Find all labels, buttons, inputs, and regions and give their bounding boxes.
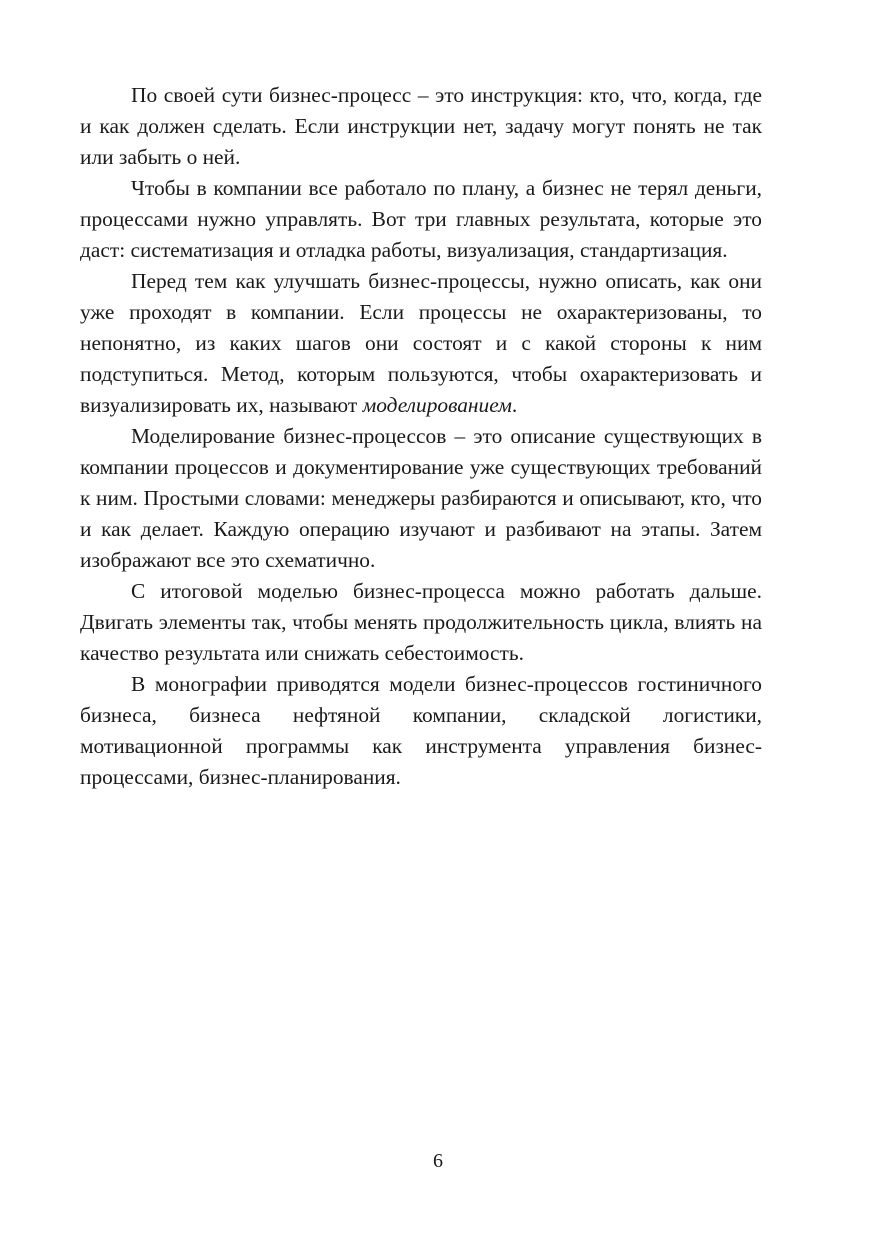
page-body (80, 80, 762, 793)
paragraph-3-text: Перед тем как улучшать бизнес-процессы, нужно описать, как они уже проходят в компании. Если процессы не охарактеризованы, то непонятно, из каких шагов они состоят и с какой стороны к ним подступиться. Метод, которым пользуются, чтобы охарактеризовать и визуализировать их, называют (80, 269, 762, 417)
paragraph-6: В монографии приводятся модели бизнес-процессов гостиничного бизнеса, бизнеса нефтяной компании, складской логистики, мотивационной программы как инструмента управления бизнес-процессами, бизнес-планирования. (80, 672, 762, 789)
emphasis-term: моделированием (362, 393, 512, 417)
paragraph-1: По своей сути бизнес-процесс – это инструкция: кто, что, когда, где и как должен сделать. Если инструкции нет, задачу могут понять не так или забыть о ней. (80, 83, 762, 169)
paragraph-5: С итоговой моделью бизнес-процесса можно работать дальше. Двигать элементы так, чтобы менять продолжительность цикла, влиять на качество результата или снижать себестоимость. (80, 579, 762, 665)
paragraph-4: Моделирование бизнес-процессов – это описание существующих в компании процессов и документирование уже существующих требований к ним. Простыми словами: менеджеры разбираются и описывают, кто, что и как делает. Каждую операцию изучают и разбивают на этапы. Затем изображают все это схематично. (80, 424, 762, 572)
paragraph-2: Чтобы в компании все работало по плану, а бизнес не терял деньги, процессами нужно управлять. Вот три главных результата, которые это даст: систематизация и отладка работы, визуализация, стандартизация. (80, 176, 762, 262)
paragraph-3-end: . (511, 393, 518, 417)
paragraph-3 (80, 266, 762, 421)
page-number: 6 (433, 1150, 443, 1172)
